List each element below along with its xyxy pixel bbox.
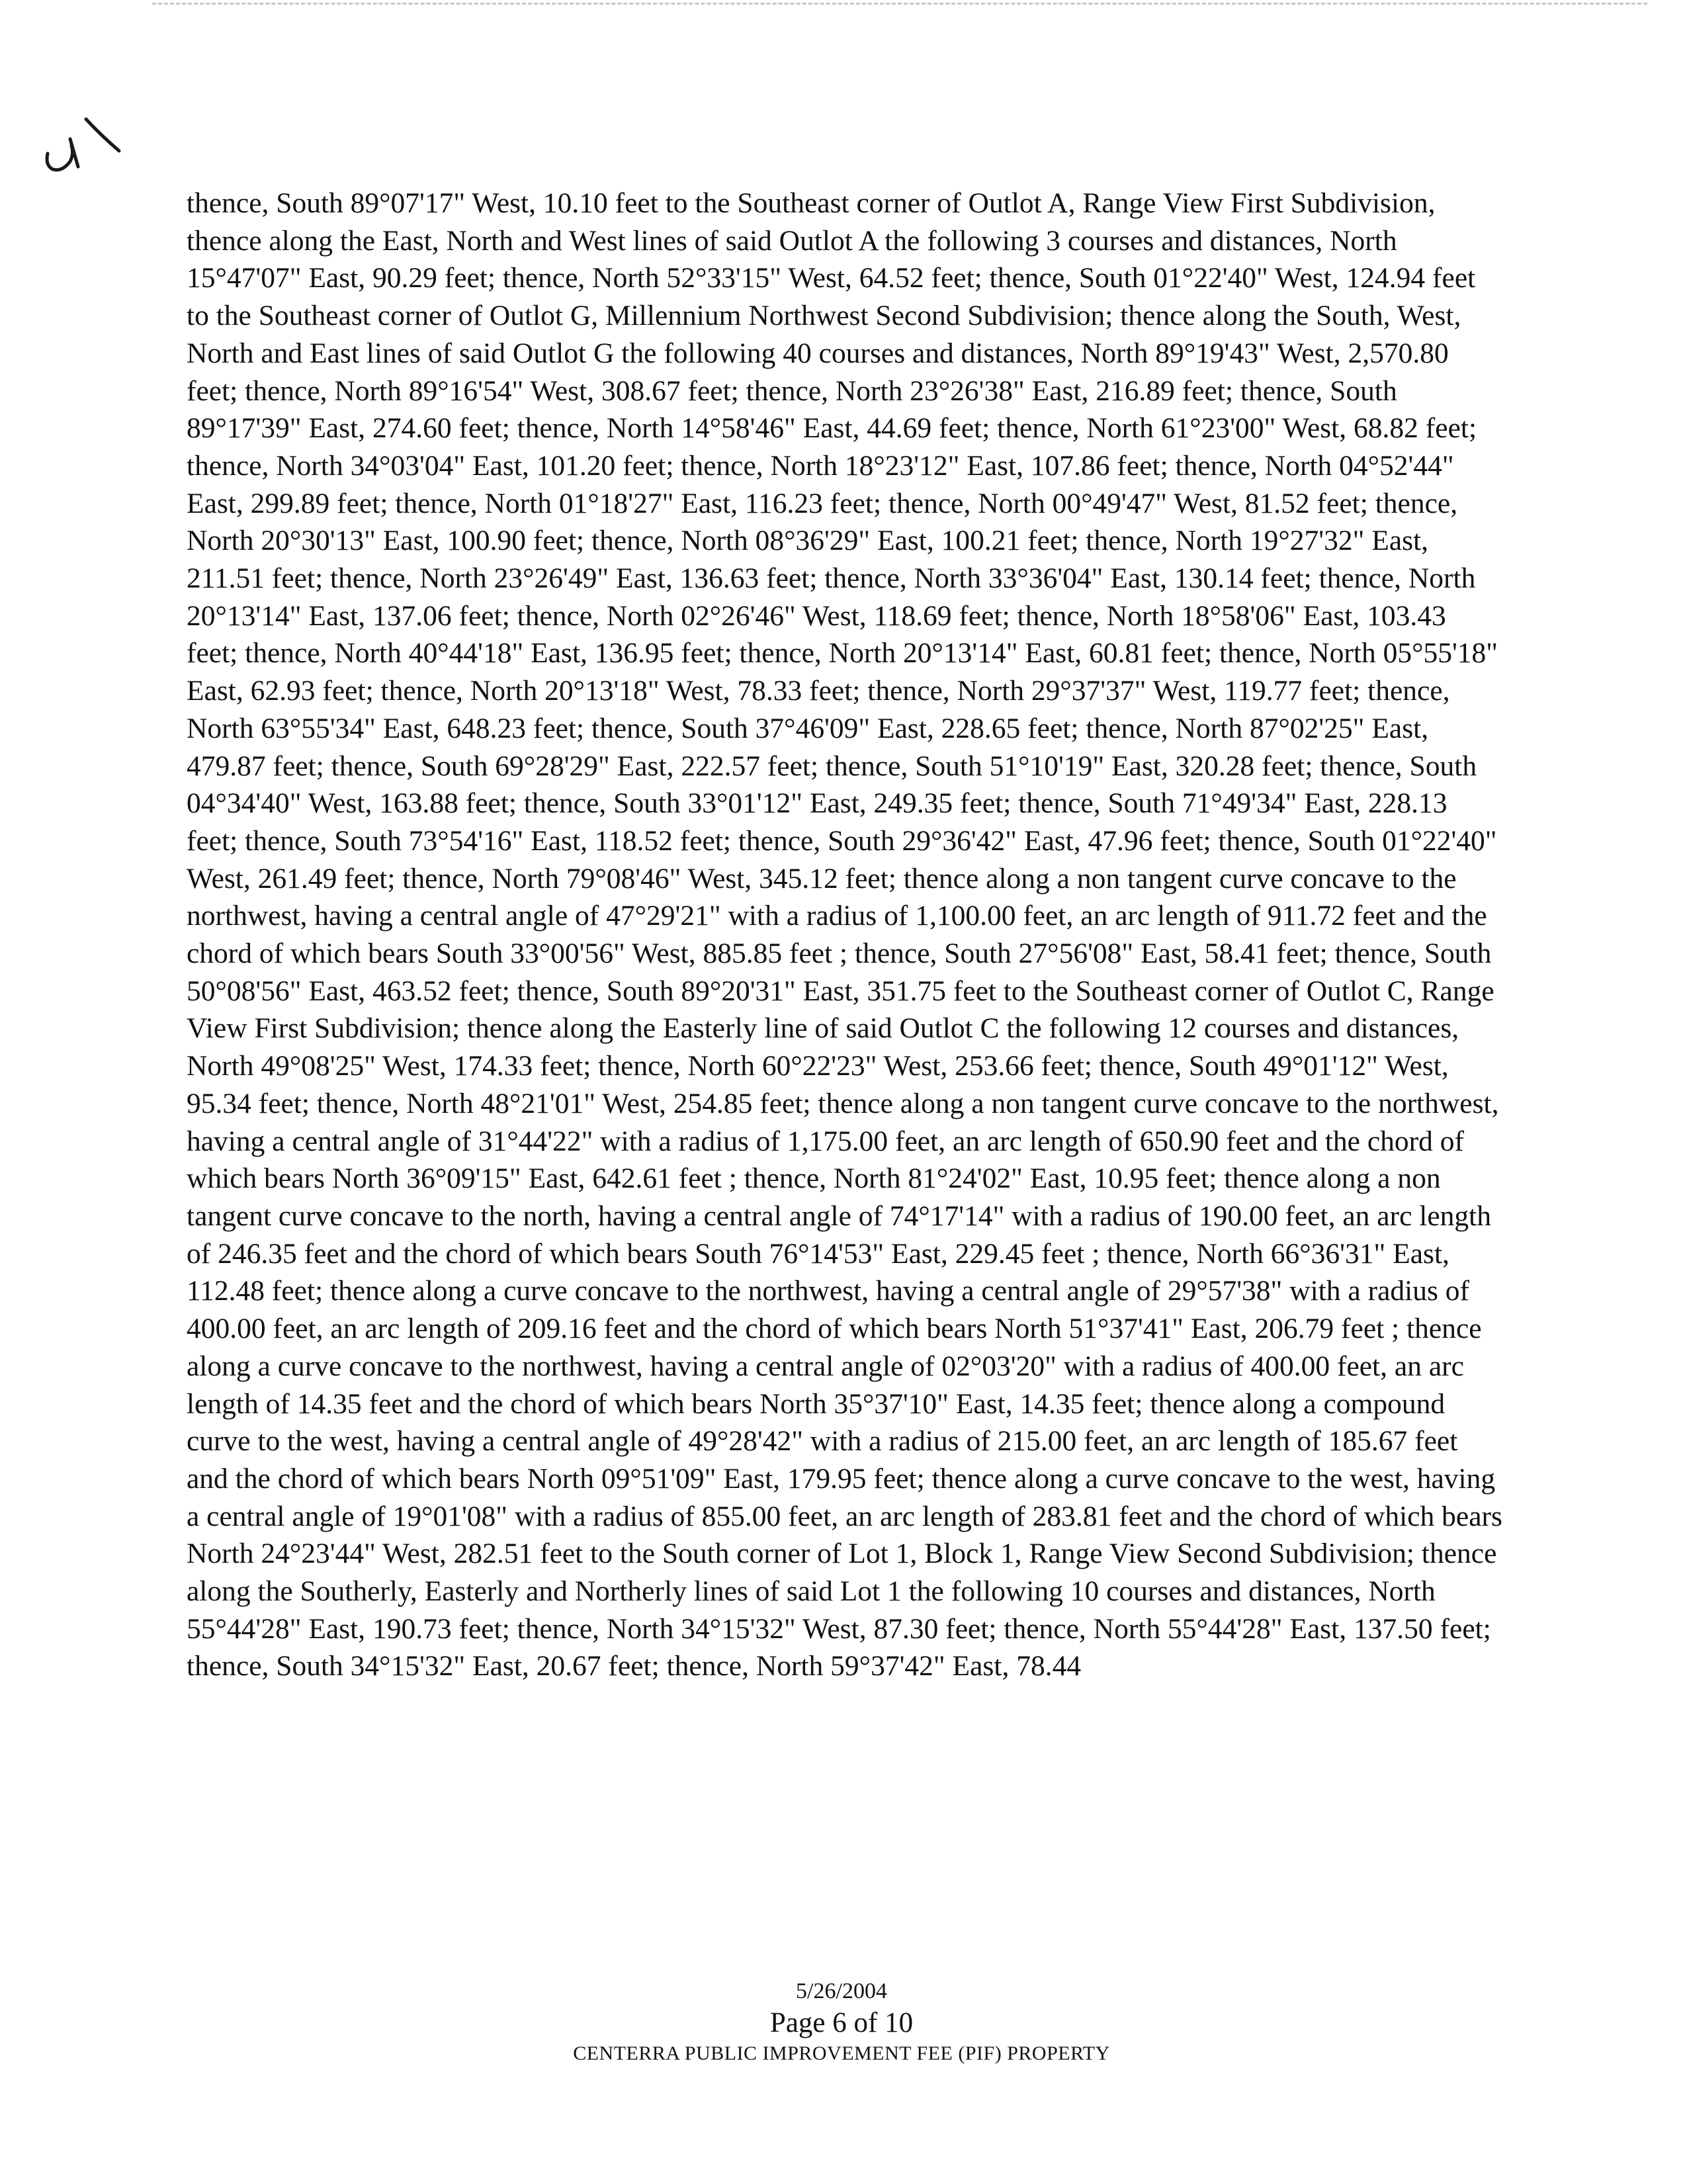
- handwritten-initials-mark: [40, 112, 126, 192]
- handwritten-stroke: [47, 146, 73, 170]
- handwritten-stroke: [86, 119, 119, 151]
- page-number: Page 6 of 10: [769, 2007, 914, 2038]
- footer-date: 5/26/2004: [796, 1979, 887, 2003]
- page-footer: [0, 1977, 1683, 2067]
- scan-edge-artifact: [152, 3, 1647, 9]
- footer-title: CENTERRA PUBLIC IMPROVEMENT FEE (PIF) PROPERTY: [573, 2042, 1110, 2064]
- legal-description-text: thence, South 89°07'17" West, 10.10 feet to the Southeast corner of Outlot A, Range View First Subdivision, thence along the East, North and West lines of said Outlot A the following 3 courses and distances, North 15°47'07" East, 90.29 feet; thence, North 52°33'15" West, 64.52 feet; thence, South 01°22'40" West, 124.94 feet to the Southeast corner of Outlot G, Millennium Northwest Second Subdivision; thence along the South, West, North and East lines of said Outlot G the following 40 courses and distances, North 89°19'43" West, 2,570.80 feet; thence, North 89°16'54" West, 308.67 feet; thence, North 23°26'38" East, 216.89 feet; thence, South 89°17'39" East, 274.60 feet; thence, North 14°58'46" East, 44.69 feet; thence, North 61°23'00" West, 68.82 feet; thence, North 34°03'04" East, 101.20 feet; thence, North 18°23'12" East, 107.86 feet; thence, North 04°52'44" East, 299.89 feet; thence, North 01°18'27" East, 116.23 feet; thence, North 00°49'47" West, 81.52 feet; thence, North 20°30'13" East, 100.90 feet; thence, North 08°36'29" East, 100.21 feet; thence, North 19°27'32" East, 211.51 feet; thence, North 23°26'49" East, 136.63 feet; thence, North 33°36'04" East, 130.14 feet; thence, North 20°13'14" East, 137.06 feet; thence, North 02°26'46" West, 118.69 feet; thence, North 18°58'06" East, 103.43 feet; thence, North 40°44'18" East, 136.95 feet; thence, North 20°13'14" East, 60.81 feet; thence, North 05°55'18" East, 62.93 feet; thence, North 20°13'18" West, 78.33 feet; thence, North 29°37'37" West, 119.77 feet; thence, North 63°55'34" East, 648.23 feet; thence, South 37°46'09" East, 228.65 feet; thence, North 87°02'25" East, 479.87 feet; thence, South 69°28'29" East, 222.57 feet; thence, South 51°10'19" East, 320.28 feet; thence, South 04°34'40" West, 163.88 feet; thence, South 33°01'12" East, 249.35 feet; thence, South 71°49'34" East, 228.13 feet; thence, South 73°54'16" East, 118.52 feet; thence, South 29°36'42" East, 47.96 feet; thence, South 01°22'40" West, 261.49 feet; thence, North 79°08'46" West, 345.12 feet; thence along a non tangent curve concave to the northwest, having a central angle of 47°29'21" with a radius of 1,100.00 feet, an arc length of 911.72 feet and the chord of which bears South 33°00'56" West, 885.85 feet ; thence, South 27°56'08" East, 58.41 feet; thence, South 50°08'56" East, 463.52 feet; thence, South 89°20'31" East, 351.75 feet to the Southeast corner of Outlot C, Range View First Subdivision; thence along the Easterly line of said Outlot C the following 12 courses and distances, North 49°08'25" West, 174.33 feet; thence, North 60°22'23" West, 253.66 feet; thence, South 49°01'12" West, 95.34 feet; thence, North 48°21'01" West, 254.85 feet; thence along a non tangent curve concave to the northwest, having a central angle of 31°44'22" with a radius of 1,175.00 feet, an arc length of 650.90 feet and the chord of which bears North 36°09'15" East, 642.61 feet ; thence, North 81°24'02" East, 10.95 feet; thence along a non tangent curve concave to the north, having a central angle of 74°17'14" with a radius of 190.00 feet, an arc length of 246.35 feet and the chord of which bears South 76°14'53" East, 229.45 feet ; thence, North 66°36'31" East, 112.48 feet; thence along a curve concave to the northwest, having a central angle of 29°57'38" with a radius of 400.00 feet, an arc length of 209.16 feet and the chord of which bears North 51°37'41" East, 206.79 feet ; thence along a curve concave to the northwest, having a central angle of 02°03'20" with a radius of 400.00 feet, an arc length of 14.35 feet and the chord of which bears North 35°37'10" East, 14.35 feet; thence along a compound curve to the west, having a central angle of 49°28'42" with a radius of 215.00 feet, an arc length of 185.67 feet and the chord of which bears North 09°51'09" East, 179.95 feet; thence along a curve concave to the west, having a central angle of 19°01'08" with a radius of 855.00 feet, an arc length of 283.81 feet and the chord of which bears North 24°23'44" West, 282.51 feet to the South corner of Lot 1, Block 1, Range View Second Subdivision; thence along the Southerly, Easterly and Northerly lines of said Lot 1 the following 10 courses and distances, North 55°44'28" East, 190.73 feet; thence, North 34°15'32" West, 87.30 feet; thence, North 55°44'28" East, 137.50 feet; thence, South 34°15'32" East, 20.67 feet; thence, North 59°37'42" East, 78.44: [187, 187, 1502, 1682]
